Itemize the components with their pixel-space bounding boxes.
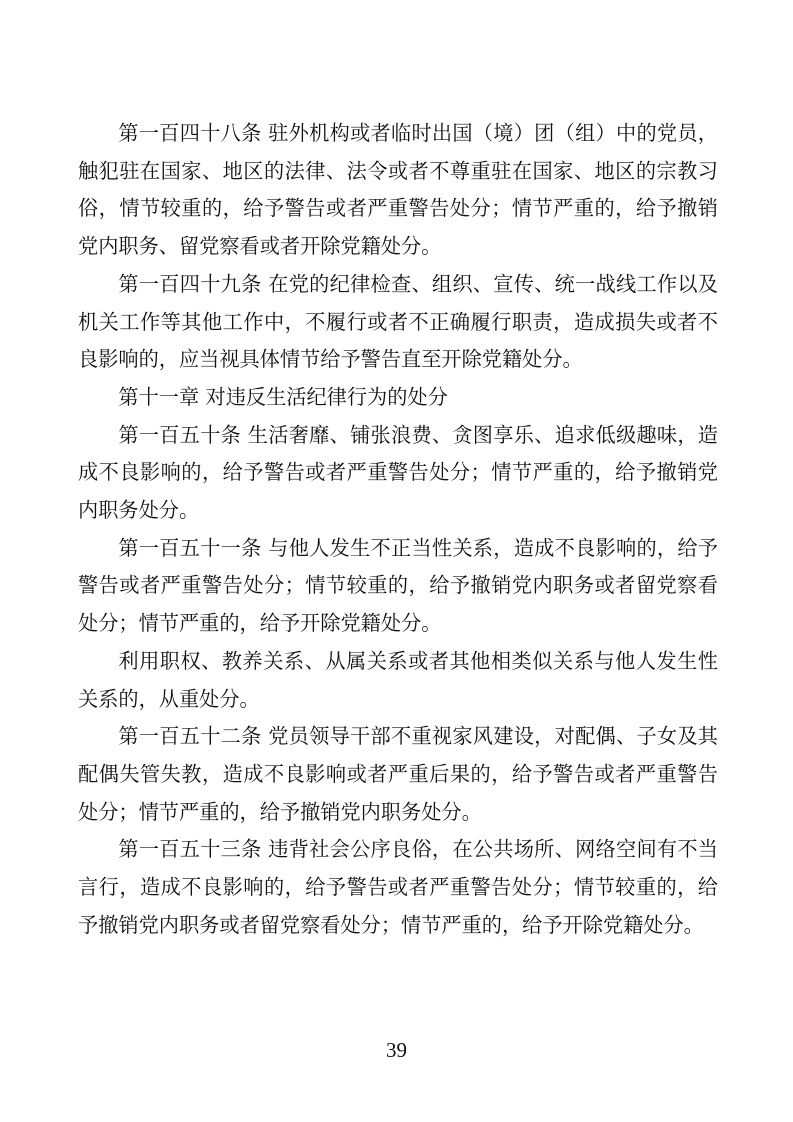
chapter-11-heading: 第十一章 对违反生活纪律行为的处分 [118, 384, 448, 409]
document-body [78, 115, 718, 944]
article-152-paragraph: 第一百五十二条 党员领导干部不重视家风建设，对配偶、子女及其配偶失管失教，造成不良影响或者严重后果的，给予警告或者严重警告处分；情节严重的，给予撤销党内职务处分。 [78, 724, 718, 824]
article-149-paragraph: 第一百四十九条 在党的纪律检查、组织、宣传、统一战线工作以及机关工作等其他工作中，不履行或者不正确履行职责，造成损失或者不良影响的，应当视具体情节给予警告直至开除党籍处分。 [78, 271, 718, 372]
page-number: 39 [386, 1038, 407, 1062]
article-151-clause-2-paragraph: 利用职权、教养关系、从属关系或者其他相类似关系与他人发生性关系的，从重处分。 [78, 648, 718, 711]
article-150-paragraph: 第一百五十条 生活奢靡、铺张浪费、贪图享乐、追求低级趣味，造成不良影响的，给予警告或者严重警告处分；情节严重的，给予撤销党内职务处分。 [78, 422, 718, 523]
article-153-paragraph: 第一百五十三条 违背社会公序良俗，在公共场所、网络空间有不当言行，造成不良影响的，给予警告或者严重警告处分；情节较重的，给予撤销党内职务或者留党察看处分；情节严重的，给予开除党籍处分。 [78, 837, 718, 937]
article-151-paragraph: 第一百五十一条 与他人发生不正当性关系，造成不良影响的，给予警告或者严重警告处分；情节较重的，给予撤销党内职务或者留党察看处分；情节严重的，给予开除党籍处分。 [78, 535, 718, 636]
article-148-paragraph: 第一百四十八条 驻外机构或者临时出国（境）团（组）中的党员，触犯驻在国家、地区的法律、法令或者不尊重驻在国家、地区的宗教习俗，情节较重的，给予警告或者严重警告处分；情节严重的，给予撤销党内职务、留党察看或者开除党籍处分。 [78, 121, 718, 259]
